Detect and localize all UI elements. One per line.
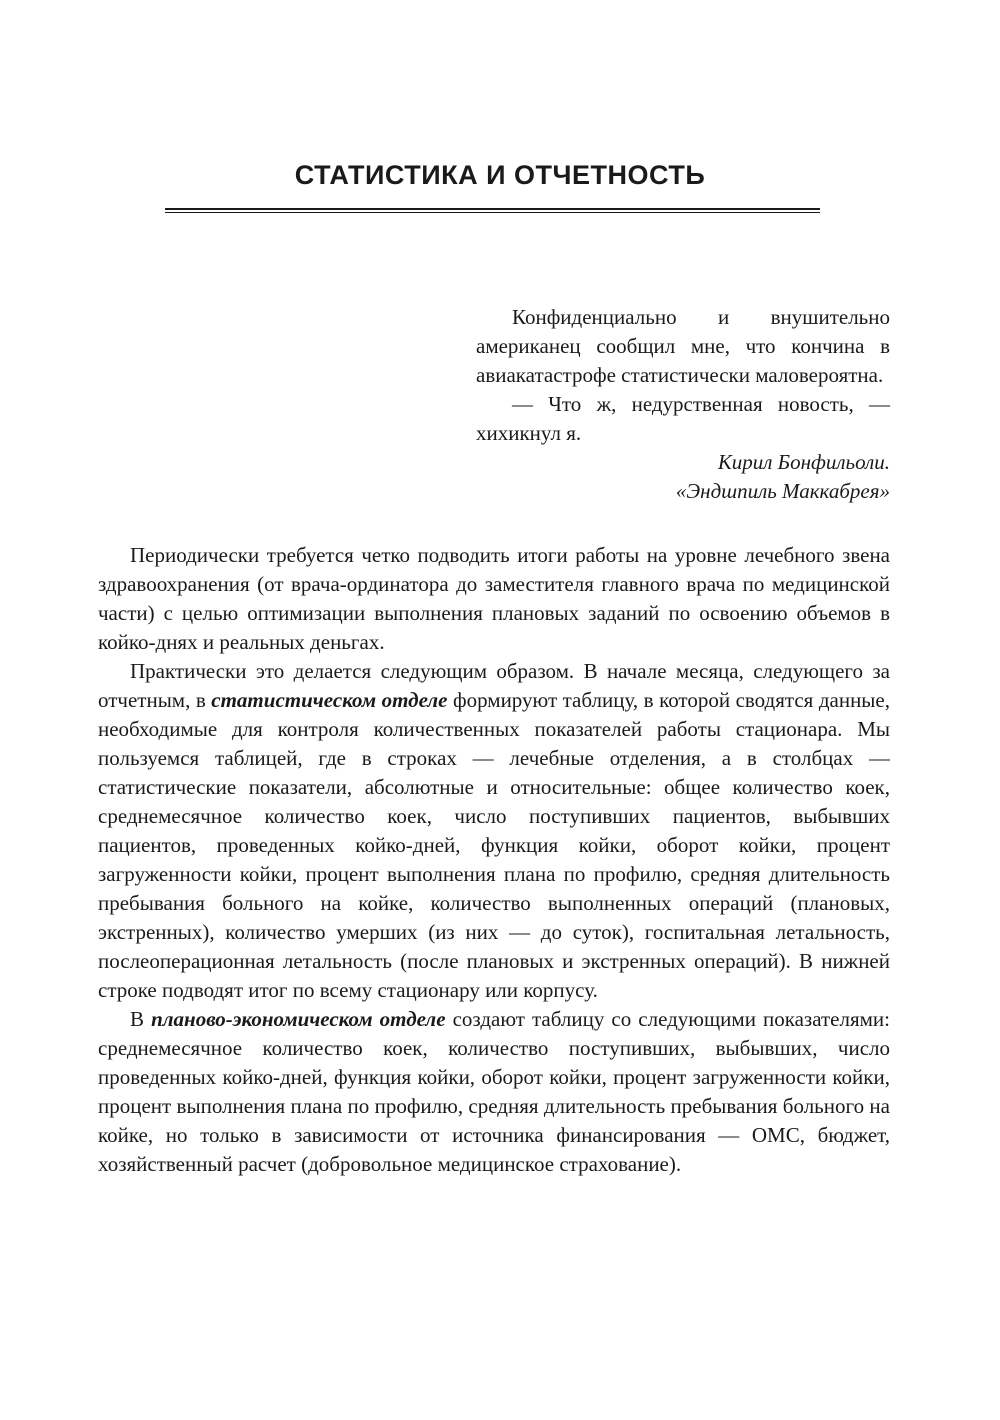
epigraph xyxy=(476,303,890,506)
body-paragraph-2 xyxy=(98,657,890,1005)
epigraph-paragraph-2: — Что ж, недурственная новость, — хихикнул я. xyxy=(476,392,890,445)
emphasis-planning-economic-department: планово-экономическом отделе xyxy=(151,1007,446,1031)
body-paragraph-3 xyxy=(98,1005,890,1179)
body-paragraph-1: Периодически требуется четко подводить итоги работы на уровне лечебного звена здравоохранения (от врача-ординатора до заместителя главного врача по медицинской части) с целью оптимизации выполнения плановых заданий по освоению объемов в койко-днях и реальных деньгах. xyxy=(98,543,890,654)
body-paragraph-2-start: Практически это делается следующим образом. В начале месяца, следующего за отчетным, в xyxy=(98,659,890,712)
epigraph-source: «Эндшпиль Маккабрея» xyxy=(675,479,890,503)
body-paragraph-2-end: формируют таблицу, в которой сводятся данные, необходимые для контроля количественных показателей работы стационара. Мы пользуемся таблицей, где в строках — лечебные отделения, а в столбцах — статистические показатели, абсолютные и относительные: общее количество коек, среднемесячное количество коек, число поступивших пациентов, выбывших пациентов, проведенных койко-дней, функция койки, оборот койки, процент загруженности койки, процент выполнения плана по профилю, средняя длительность пребывания больного на койке, количество выполненных операций (плановых, экстренных), количество умерших (из них — до суток), госпитальная летальность, послеоперационная летальность (после плановых и экстренных операций). В нижней строке подводят итог по всему стационару или корпусу. xyxy=(98,688,890,1002)
epigraph-author: Кирил Бонфильоли. xyxy=(717,450,890,474)
chapter-title: СТАТИСТИКА И ОТЧЕТНОСТЬ xyxy=(294,160,706,190)
body-paragraph-3-end: создают таблицу со следующими показателями: среднемесячное количество коек, количество поступивших, выбывших, число проведенных койко-дней, функция койки, оборот койки, процент загруженности койки, процент выполнения плана по профилю, средняя длительность пребывания больного на койке, но только в зависимости от источника финансирования — ОМС, бюджет, хозяйственный расчет (добровольное медицинское страхование). xyxy=(98,1007,891,1176)
body-paragraph-3-start: В xyxy=(130,1007,152,1031)
emphasis-statistical-department: статистическом отделе xyxy=(211,688,448,712)
body-text xyxy=(98,541,890,1179)
title-double-rule xyxy=(165,208,820,213)
epigraph-paragraph-1: Конфиденциально и внушительно американец сообщил мне, что кончина в авиакатастрофе статистически маловероятна. xyxy=(476,305,890,387)
